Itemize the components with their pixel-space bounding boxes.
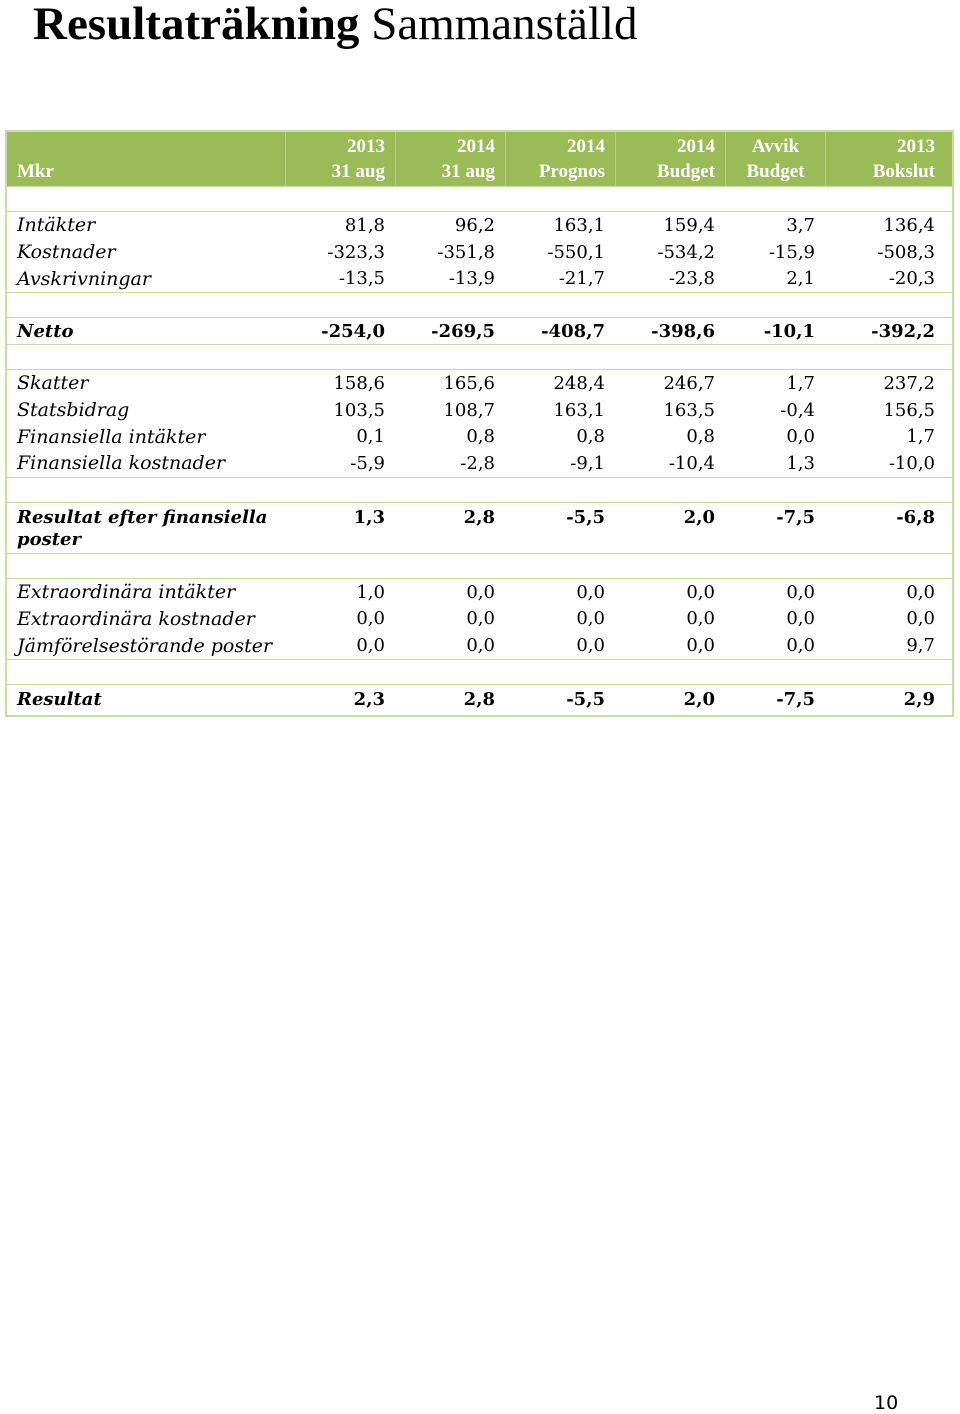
table-row [7, 397, 952, 424]
cell-value: 0,0 [686, 581, 715, 603]
cell-value: 136,4 [883, 214, 935, 236]
cell-value: -5,5 [566, 689, 605, 711]
cell-value: -10,1 [763, 320, 815, 342]
cell-value: 0,8 [576, 426, 605, 448]
cell-value: -508,3 [877, 241, 935, 263]
income-statement-table [5, 130, 954, 717]
cell-value: 2,0 [683, 689, 715, 711]
table-row-total [7, 685, 952, 715]
row-label: Skatter [17, 372, 89, 395]
cell-value: -7,5 [776, 506, 815, 528]
row-label: Extraordinära kostnader [17, 607, 255, 630]
cell-value: 2,8 [463, 506, 495, 528]
spacer-row [7, 292, 952, 318]
header-col-2: 2014 31 aug [395, 132, 505, 186]
cell-value: 0,0 [906, 581, 935, 603]
cell-value: 0,0 [356, 635, 385, 657]
cell-value: -6,8 [896, 506, 935, 528]
header-col-5: Avvik Budget [725, 132, 825, 186]
cell-value: 1,7 [786, 372, 815, 394]
cell-value: -7,5 [776, 689, 815, 711]
cell-value: -9,1 [570, 452, 605, 474]
cell-value: 1,7 [906, 426, 935, 448]
cell-value: 0,0 [786, 635, 815, 657]
row-label: Avskrivningar [17, 267, 151, 290]
page-title-rest: Sammanställd [371, 0, 638, 50]
cell-value: -408,7 [541, 320, 605, 342]
table-row [7, 423, 952, 450]
table-row-total [7, 318, 952, 344]
table-row [7, 370, 952, 397]
header-col-1: 2013 31 aug [285, 132, 395, 186]
spacer-row [7, 344, 952, 370]
cell-value: -23,8 [668, 268, 715, 290]
spacer-row [7, 659, 952, 685]
cell-value: 0,0 [576, 581, 605, 603]
row-label: Extraordinära intäkter [17, 581, 236, 604]
table-row [7, 450, 952, 477]
cell-value: 2,9 [903, 689, 935, 711]
row-label: Statsbidrag [17, 399, 130, 422]
cell-value: 1,3 [353, 506, 385, 528]
page-number: 10 [874, 1392, 899, 1414]
row-label: Intäkter [17, 214, 96, 237]
cell-value: -5,9 [350, 452, 385, 474]
cell-value: 0,8 [466, 426, 495, 448]
page-title-bold: Resultaträkning [33, 0, 360, 50]
cell-value: 163,1 [553, 214, 605, 236]
cell-value: 81,8 [344, 214, 385, 236]
cell-value: 0,8 [686, 426, 715, 448]
page-title [33, 0, 638, 52]
cell-value: -269,5 [431, 320, 495, 342]
cell-value: 0,0 [576, 635, 605, 657]
cell-value: 9,7 [906, 635, 935, 657]
row-label: Netto [17, 320, 74, 342]
table-header-row [7, 132, 952, 186]
row-label: Jämförelsestörande poster [17, 634, 273, 657]
cell-value: 0,0 [576, 608, 605, 630]
cell-value: 165,6 [443, 372, 495, 394]
header-col-3: 2014 Prognos [505, 132, 615, 186]
cell-value: -13,9 [448, 268, 495, 290]
table-row [7, 212, 952, 239]
cell-value: -10,0 [888, 452, 935, 474]
cell-value: 0,0 [686, 608, 715, 630]
cell-value: 0,0 [786, 581, 815, 603]
table-row [7, 632, 952, 659]
spacer-row [7, 186, 952, 212]
cell-value: 103,5 [333, 399, 385, 421]
spacer-row [7, 553, 952, 579]
header-col-6: 2013 Bokslut [825, 132, 946, 186]
cell-value: 156,5 [883, 399, 935, 421]
cell-value: 163,1 [553, 399, 605, 421]
cell-value: 237,2 [883, 372, 935, 394]
cell-value: 0,0 [356, 608, 385, 630]
header-unit: Mkr [17, 161, 54, 182]
cell-value: -20,3 [888, 268, 935, 290]
cell-value: 158,6 [333, 372, 385, 394]
table-row [7, 606, 952, 633]
cell-value: -21,7 [558, 268, 605, 290]
cell-value: -0,4 [780, 399, 815, 421]
cell-value: 2,0 [683, 506, 715, 528]
cell-value: -351,8 [437, 241, 495, 263]
cell-value: -392,2 [871, 320, 935, 342]
cell-value: 0,0 [466, 581, 495, 603]
cell-value: 0,0 [466, 635, 495, 657]
row-label: Resultat efter finansiella poster [17, 506, 268, 550]
cell-value: 96,2 [454, 214, 495, 236]
cell-value: 0,0 [786, 608, 815, 630]
cell-value: -323,3 [327, 241, 385, 263]
cell-value: 0,0 [466, 608, 495, 630]
cell-value: 1,3 [786, 452, 815, 474]
cell-value: -534,2 [657, 241, 715, 263]
row-label: Finansiella intäkter [17, 425, 206, 448]
cell-value: 248,4 [553, 372, 605, 394]
cell-value: 2,8 [463, 689, 495, 711]
header-col-4: 2014 Budget [615, 132, 725, 186]
cell-value: 3,7 [786, 214, 815, 236]
table-row [7, 579, 952, 606]
table-row [7, 265, 952, 292]
cell-value: 2,3 [353, 689, 385, 711]
cell-value: 0,0 [906, 608, 935, 630]
table-row [7, 239, 952, 266]
cell-value: -550,1 [547, 241, 605, 263]
spacer-row [7, 477, 952, 503]
row-label: Resultat [17, 689, 102, 711]
cell-value: 2,1 [786, 268, 815, 290]
table-row-total [7, 503, 952, 553]
cell-value: -254,0 [321, 320, 385, 342]
row-label: Finansiella kostnader [17, 452, 226, 475]
cell-value: 163,5 [663, 399, 715, 421]
cell-value: -15,9 [768, 241, 815, 263]
cell-value: 0,1 [356, 426, 385, 448]
cell-value: 0,0 [786, 426, 815, 448]
cell-value: -5,5 [566, 506, 605, 528]
cell-value: -398,6 [651, 320, 715, 342]
cell-value: 0,0 [686, 635, 715, 657]
cell-value: -10,4 [668, 452, 715, 474]
cell-value: 159,4 [663, 214, 715, 236]
cell-value: -2,8 [460, 452, 495, 474]
cell-value: 246,7 [663, 372, 715, 394]
cell-value: 1,0 [356, 581, 385, 603]
cell-value: 108,7 [443, 399, 495, 421]
cell-value: -13,5 [338, 268, 385, 290]
row-label: Kostnader [17, 241, 116, 264]
